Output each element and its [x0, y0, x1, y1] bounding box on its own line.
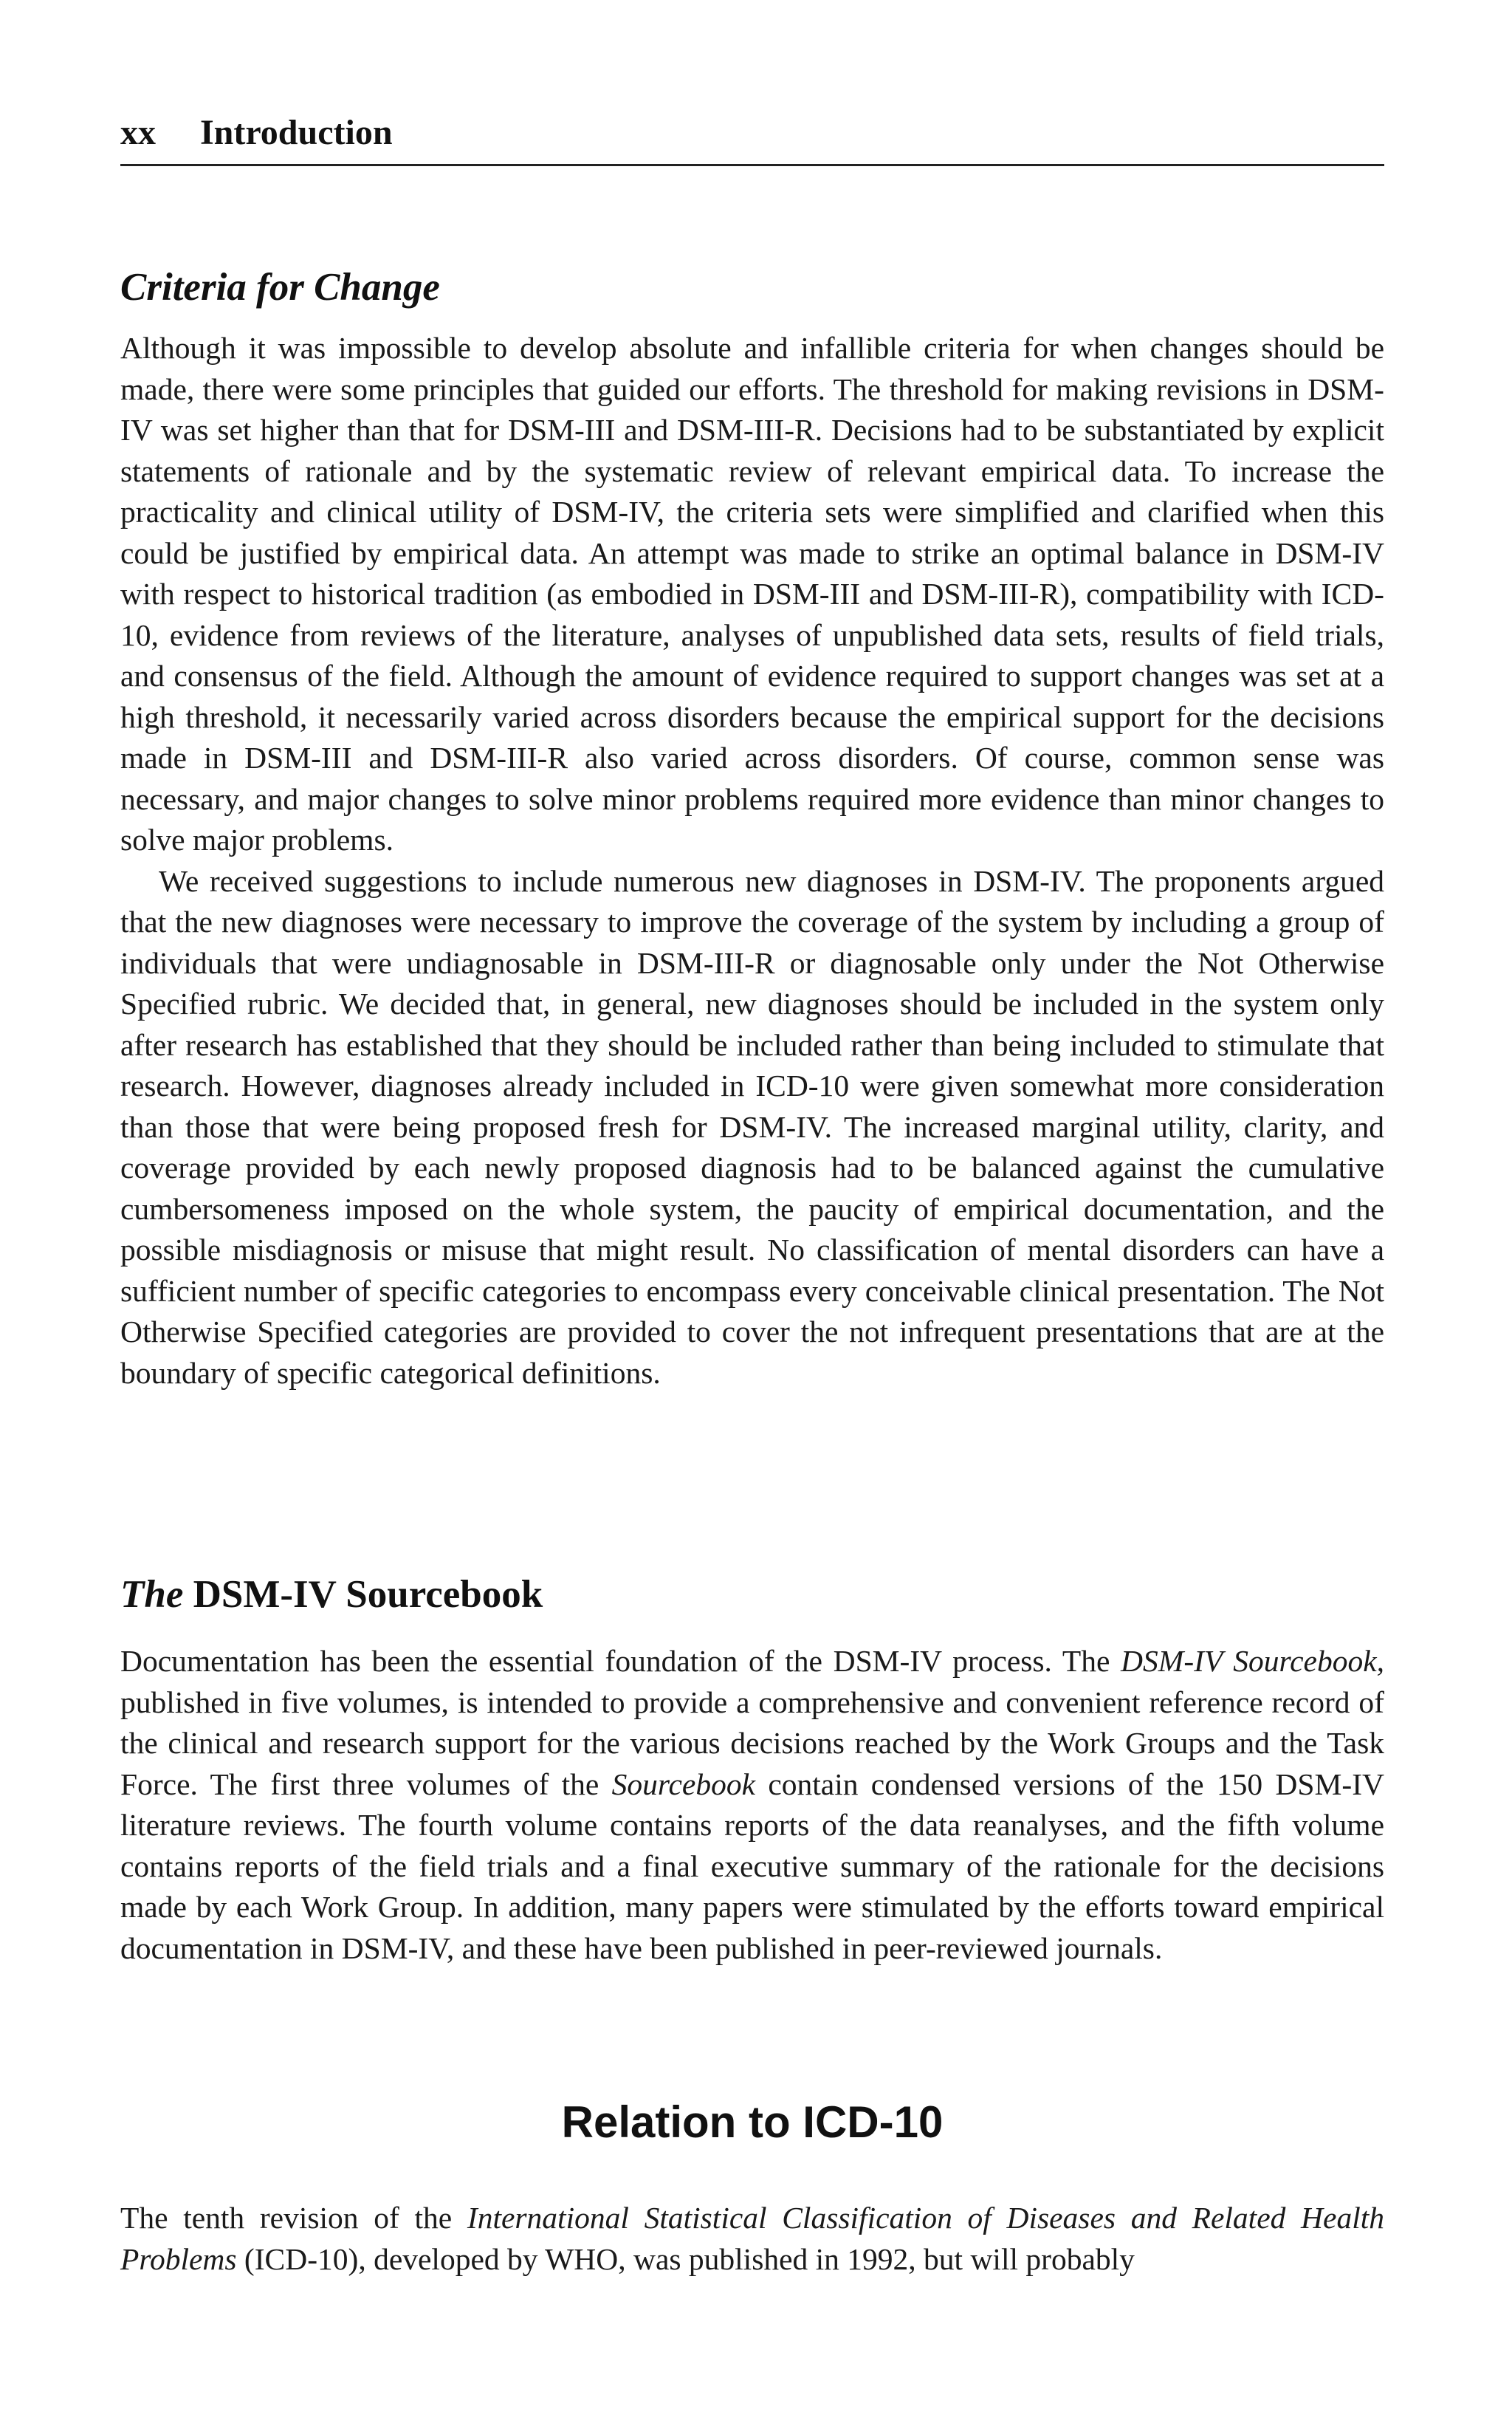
section-heading-criteria: Criteria for Change [120, 266, 440, 309]
running-head [120, 111, 1384, 155]
header-rule [120, 164, 1384, 166]
sourcebook-italic-short: Sourcebook [611, 1767, 755, 1801]
page-number: xx [120, 113, 156, 152]
sourcebook-text-2: published in five volumes, is intended to provide a comprehensive and convenient reference record of the clinical and research support for the various decisions reached by the Work Groups and the Task Force. The first three volumes of the [120, 1685, 1384, 1801]
icd-paragraph [120, 2198, 1384, 2280]
heading-italic-the: The [120, 1573, 184, 1616]
sourcebook-paragraph [120, 1641, 1384, 1969]
icd-text-2: (ICD-10), developed by WHO, was published in 1992, but will probably [236, 2241, 1135, 2276]
icd-body [120, 2198, 1384, 2280]
criteria-body [120, 328, 1384, 1394]
criteria-paragraph-1: Although it was impossible to develop absolute and infallible criteria for when changes should be made, there were some principles that guided our efforts. The threshold for making revisions in DSM-IV was set higher than that for DSM-III and DSM-III-R. Decisions had to be substantiated by explicit statements of rationale and by the systematic review of relevant empirical data. To increase the practicality and clinical utility of DSM-IV, the criteria sets were simplified and clarified when this could be justified by empirical data. An attempt was made to strike an optimal balance in DSM-IV with respect to historical tradition (as embodied in DSM-III and DSM-III-R), compatibility with ICD-10, evidence from reviews of the literature, analyses of unpublished data sets, results of field trials, and consensus of the field. Although the amount of evidence required to support changes was set at a high threshold, it necessarily varied across disorders because the empirical support for the decisions made in DSM-III and DSM-III-R also varied across disorders. Of course, common sense was necessary, and major changes to solve minor problems required more evidence than minor changes to solve major problems. [120, 331, 1384, 857]
section-heading-icd10: Relation to ICD-10 [561, 2097, 944, 2147]
icd-italic-title: International Statistical Classification of Diseases and Related Health Problems [120, 2201, 1385, 2276]
running-head-title: Introduction [200, 113, 393, 152]
sourcebook-body [120, 1641, 1384, 1969]
sourcebook-italic-title: DSM-IV Sourcebook, [1121, 1644, 1384, 1678]
criteria-paragraph-2: We received suggestions to include numerous new diagnoses in DSM-IV. The proponents argued that the new diagnoses were necessary to improve the coverage of the system by including a group of individuals that were undiagnosable in DSM-III-R or diagnosable only under the Not Otherwise Specified rubric. We decided that, in general, new diagnoses should be included in the system only after research has established that they should be included rather than being included to stimulate that research. However, diagnoses already included in ICD-10 were given somewhat more consideration than those that were being proposed fresh for DSM-IV. The increased marginal utility, clarity, and coverage provided by each newly proposed diagnosis had to be balanced against the cumulative cumbersomeness imposed on the whole system, the paucity of empirical documentation, and the possible misdiagnosis or misuse that might result. No classification of mental disorders can have a sufficient number of specific categories to encompass every conceivable clinical presentation. The Not Otherwise Specified categories are provided to cover the not infrequent presentations that are at the boundary of specific categorical definitions. [120, 863, 1384, 1390]
sourcebook-text-3: contain condensed versions of the 150 DSM-IV literature reviews. The fourth volume contains reports of the data reanalyses, and the fifth volume contains reports of the field trials and a final executive summary of the rationale for the decisions made by each Work Group. In addition, many papers were stimulated by the efforts toward empirical documentation in DSM-IV, and these have been published in peer-reviewed journals. [120, 1767, 1384, 1965]
icd-text-1: The tenth revision of the [120, 2201, 467, 2235]
sourcebook-text-1: Documentation has been the essential foundation of the DSM-IV process. The [120, 1644, 1121, 1678]
section-heading-sourcebook [120, 1570, 1384, 1619]
heading-sourcebook-title: DSM-IV Sourcebook [193, 1573, 543, 1616]
